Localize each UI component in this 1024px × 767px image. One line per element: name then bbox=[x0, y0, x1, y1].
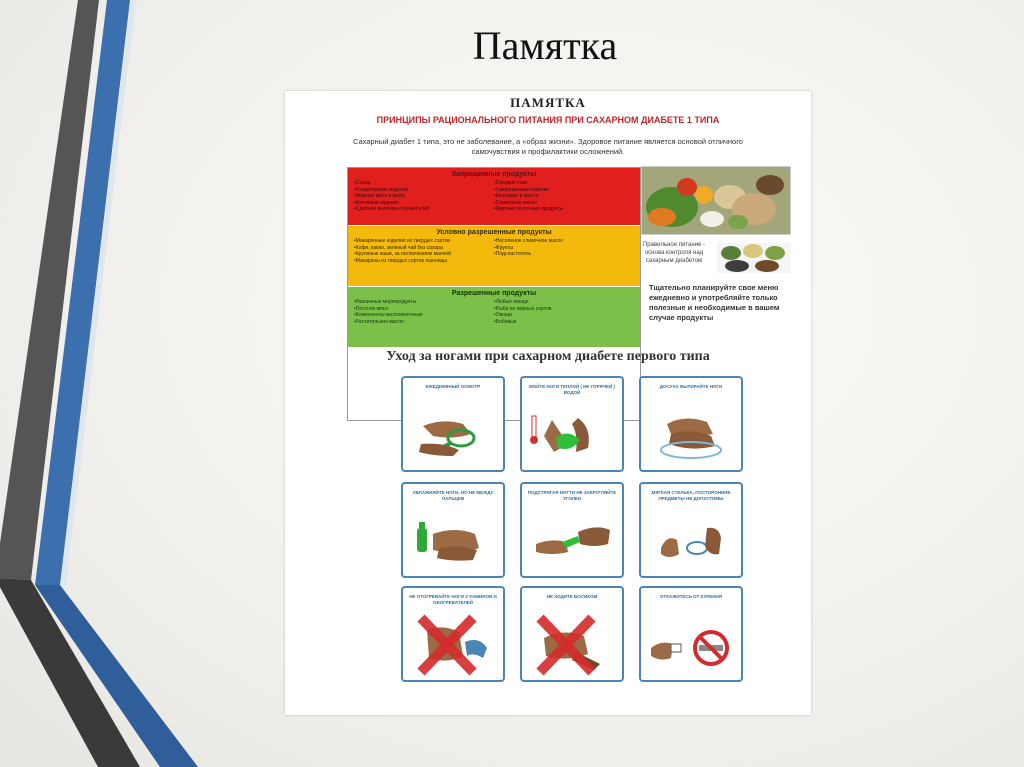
foot-care-card-no-smoking bbox=[639, 586, 743, 682]
foot-inspection-icon bbox=[403, 398, 503, 468]
list-item: • Кофе, какао, зеленый чай без сахара bbox=[354, 245, 494, 252]
list-item: • Жирные молочные продукты bbox=[494, 206, 634, 213]
card-caption: ДОСУХА ВЫТИРАЙТЕ НОГИ bbox=[659, 384, 723, 389]
foot-care-card-no-barefoot bbox=[520, 586, 624, 682]
insole-icon bbox=[641, 504, 741, 574]
memo-document bbox=[285, 91, 811, 715]
card-caption: ПОДСТРИГАЯ НОГТИ НЕ ЗАКРУГЛЯЙТЕ УГОЛКИ bbox=[527, 490, 617, 501]
no-heating-icon bbox=[403, 608, 503, 678]
card-caption: УВЛАЖНЯЙТЕ НОГИ, НО НЕ МЕЖДУ ПАЛЬЦЕВ bbox=[412, 490, 494, 501]
plate-caption: Правильное питание - основа контроля над сахарным диабетом bbox=[642, 242, 706, 264]
list-item: • Жирное мясо и рыба bbox=[354, 193, 494, 200]
list-item: • Газированные напитки bbox=[494, 187, 634, 194]
foot-care-card-insole bbox=[639, 482, 743, 578]
foot-care-title: Уход за ногами при сахарном диабете первого типа bbox=[386, 349, 710, 364]
document-title: ПАМЯТКА bbox=[510, 95, 586, 110]
list-item: • Постное мясо bbox=[354, 306, 494, 313]
list-item: • Растительное масло bbox=[354, 319, 494, 326]
list-item: • Сливочное масло bbox=[494, 200, 634, 207]
slide-title: Памятка bbox=[472, 23, 618, 68]
list-item: • Несоленое сливочное масло bbox=[494, 238, 634, 245]
card-caption: МЯГКАЯ СТЕЛЬКА, ПОСТОРОННИЕ ПРЕДМЕТЫ НЕ ДОПУСТИМЫ bbox=[651, 490, 731, 501]
card-caption: НЕ ХОДИТЕ БОСИКОМ bbox=[546, 594, 598, 599]
list-item: • Бобовые bbox=[494, 319, 634, 326]
conditional-products-section bbox=[348, 226, 640, 286]
list-item: • Фрукты bbox=[494, 245, 634, 252]
list-item: • Консервы в масле bbox=[494, 193, 634, 200]
list-item: • Компоненты кисломолочные bbox=[354, 312, 494, 319]
foot-wash-icon bbox=[522, 398, 622, 468]
card-caption: МОЙТЕ НОГИ ТЕПЛОЙ ( НЕ ГОРЯЧЕЙ ) ВОДОЙ bbox=[529, 384, 615, 395]
card-caption: НЕ ОТОГРЕВАЙТЕ НОГИ У КАМИНОВ И ОБОГРЕВАТЕЛЕЙ bbox=[409, 594, 497, 605]
list-item: • Макароны из твердых сортов пшеницы bbox=[354, 258, 494, 265]
foot-care-card-no-heaters bbox=[401, 586, 505, 682]
document-subtitle: ПРИНЦИПЫ РАЦИОНАЛЬНОГО ПИТАНИЯ ПРИ САХАРНОМ ДИАБЕТЕ 1 ТИПА bbox=[376, 115, 720, 125]
foot-dry-icon bbox=[641, 398, 741, 468]
no-smoking-icon bbox=[641, 608, 741, 678]
healthy-food-photo bbox=[641, 166, 791, 235]
foot-care-card-moisturize bbox=[401, 482, 505, 578]
section-header: Разрешенные продукты bbox=[451, 290, 537, 297]
list-item: • Любые овощи bbox=[494, 299, 634, 306]
list-item: • Макаронные изделия из твердых сортов bbox=[354, 238, 494, 245]
list-item: • Рыба не жирных сортов bbox=[494, 306, 634, 313]
foot-care-card-nails bbox=[520, 482, 624, 578]
list-item: • Сдобная выпечка и белый хлеб bbox=[354, 206, 494, 213]
foot-care-card-inspect bbox=[401, 376, 505, 472]
document-intro: Сахарный диабет 1 типа, это не заболевание, а «образ жизни». Здоровое питание является основой отличного самочувствия и профилактики осложнений. bbox=[353, 137, 743, 156]
list-item: • Подсластитель bbox=[494, 251, 634, 258]
section-header: Запрещенные продукты bbox=[451, 171, 537, 178]
section-header: Условно разрешенные продукты bbox=[436, 229, 552, 236]
list-item: • Кондитерские изделия bbox=[354, 187, 494, 194]
list-item: • Сладкие соки bbox=[494, 180, 634, 187]
nail-trim-icon bbox=[522, 504, 622, 574]
list-item: • Крупяные каши, за исключением манной bbox=[354, 251, 494, 258]
list-item: • Различные морепродукты bbox=[354, 299, 494, 306]
forbidden-products-section bbox=[348, 168, 640, 225]
allowed-products-section bbox=[348, 287, 640, 347]
card-caption: ОТКАЖИТЕСЬ ОТ КУРЕНИЯ bbox=[660, 594, 722, 599]
list-item: • Овощи bbox=[494, 312, 634, 319]
plates-photo bbox=[717, 243, 791, 273]
plan-text: Тщательно планируйте свое меню ежедневно и употребляйте только полезные и необходимые в вашем случае продукты bbox=[649, 283, 780, 322]
foot-care-card-dry bbox=[639, 376, 743, 472]
no-barefoot-icon bbox=[522, 608, 622, 678]
moisturize-icon bbox=[403, 504, 503, 574]
list-item: • Копченые изделия bbox=[354, 200, 494, 207]
card-caption: ЕЖЕДНЕВНЫЙ ОСМОТР bbox=[425, 384, 481, 389]
foot-care-card-wash bbox=[520, 376, 624, 472]
list-item: • Сахар bbox=[354, 180, 494, 187]
